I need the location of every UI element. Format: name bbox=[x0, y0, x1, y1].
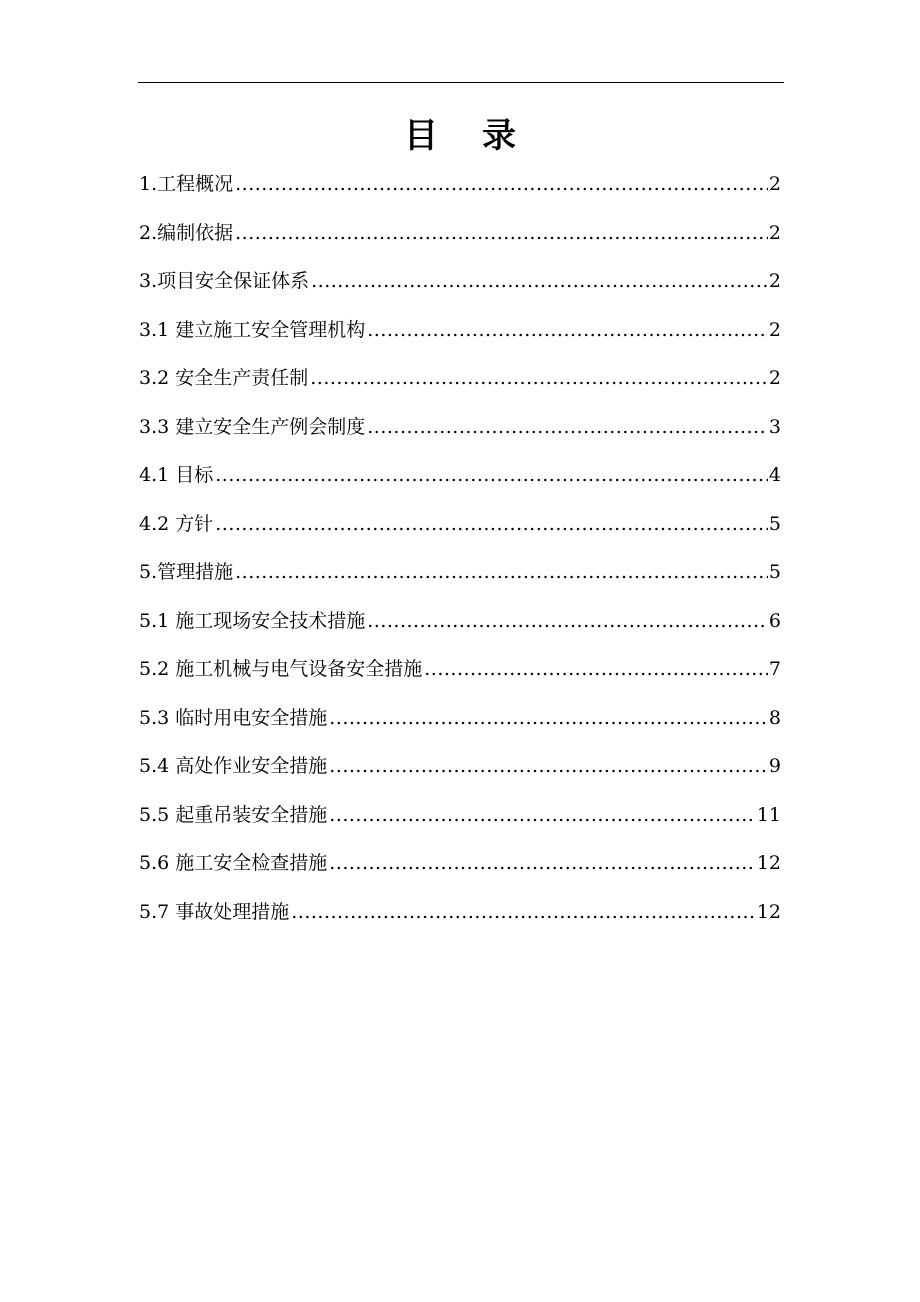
toc-entry-page: 8 bbox=[768, 706, 781, 729]
toc-entry[interactable] bbox=[139, 265, 781, 314]
toc-entry[interactable] bbox=[139, 702, 781, 751]
toc-title-char-2: 录 bbox=[482, 116, 516, 156]
toc-entry-page: 5 bbox=[768, 561, 781, 583]
toc-entry-page: 2 bbox=[768, 318, 781, 341]
toc-dot-leader bbox=[235, 556, 768, 588]
toc-entry[interactable] bbox=[139, 362, 781, 411]
toc-entry[interactable] bbox=[139, 314, 781, 363]
toc-dot-leader bbox=[310, 362, 768, 394]
toc-entry-label: 5.3 临时用电安全措施 bbox=[139, 706, 328, 729]
toc-entry-label: 5.1 施工现场安全技术措施 bbox=[139, 609, 366, 632]
toc-dot-leader bbox=[329, 702, 768, 734]
toc-entry-page: 12 bbox=[756, 900, 781, 923]
toc-entry-label: 3.3 建立安全生产例会制度 bbox=[139, 415, 366, 438]
toc-title bbox=[0, 112, 920, 160]
toc-entry-label: 5.5 起重吊装安全措施 bbox=[139, 803, 328, 826]
toc-entry-page: 6 bbox=[768, 609, 781, 632]
toc-entry-page: 9 bbox=[768, 755, 781, 777]
toc-entry-page: 5 bbox=[768, 512, 781, 535]
toc-dot-leader bbox=[367, 314, 768, 346]
toc-entry-label: 5.6 施工安全检查措施 bbox=[139, 852, 328, 874]
toc-entry-label: 3.1 建立施工安全管理机构 bbox=[139, 318, 366, 341]
toc-entry[interactable] bbox=[139, 556, 781, 605]
toc-dot-leader bbox=[367, 411, 768, 443]
toc-entry[interactable] bbox=[139, 750, 781, 799]
toc-dot-leader bbox=[311, 265, 768, 297]
toc-dot-leader bbox=[367, 605, 768, 637]
toc-entry[interactable] bbox=[139, 168, 781, 217]
toc-entry[interactable] bbox=[139, 411, 781, 460]
toc-entry-page: 2 bbox=[768, 270, 781, 292]
toc-entry[interactable] bbox=[139, 653, 781, 702]
toc-entry-label: 5.7 事故处理措施 bbox=[139, 900, 290, 923]
toc-dot-leader bbox=[424, 653, 768, 685]
toc-entry[interactable] bbox=[139, 896, 781, 945]
toc-entry-page: 2 bbox=[768, 367, 781, 389]
toc-dot-leader bbox=[215, 459, 768, 491]
toc-entry-label: 5.管理措施 bbox=[139, 561, 234, 583]
toc-dot-leader bbox=[215, 508, 768, 540]
toc-title-char-1: 目 bbox=[404, 116, 438, 156]
toc-list bbox=[139, 168, 781, 944]
toc-entry-label: 2.编制依据 bbox=[139, 221, 234, 244]
toc-dot-leader bbox=[329, 799, 756, 831]
header-rule bbox=[138, 82, 784, 83]
toc-entry[interactable] bbox=[139, 508, 781, 557]
toc-entry-label: 4.1 目标 bbox=[139, 464, 214, 486]
toc-entry-label: 5.4 高处作业安全措施 bbox=[139, 755, 328, 777]
toc-entry-page: 4 bbox=[768, 464, 781, 486]
toc-entry-label: 3.2 安全生产责任制 bbox=[139, 367, 309, 389]
toc-entry-page: 12 bbox=[756, 852, 781, 874]
toc-entry-page: 11 bbox=[756, 803, 781, 826]
toc-entry-label: 1.工程概况 bbox=[139, 173, 234, 195]
toc-dot-leader bbox=[329, 847, 756, 879]
toc-entry-page: 3 bbox=[768, 415, 781, 438]
toc-entry[interactable] bbox=[139, 459, 781, 508]
toc-entry[interactable] bbox=[139, 605, 781, 654]
toc-entry[interactable] bbox=[139, 847, 781, 896]
toc-entry-page: 2 bbox=[768, 173, 781, 195]
toc-dot-leader bbox=[235, 168, 768, 200]
toc-dot-leader bbox=[329, 750, 768, 782]
toc-entry-page: 7 bbox=[768, 658, 781, 680]
toc-dot-leader bbox=[291, 896, 756, 928]
toc-entry[interactable] bbox=[139, 799, 781, 848]
toc-dot-leader bbox=[235, 217, 768, 249]
toc-entry-label: 3.项目安全保证体系 bbox=[139, 270, 310, 292]
toc-entry-page: 2 bbox=[768, 221, 781, 244]
toc-entry-label: 4.2 方针 bbox=[139, 512, 214, 535]
toc-entry-label: 5.2 施工机械与电气设备安全措施 bbox=[139, 658, 423, 680]
toc-entry[interactable] bbox=[139, 217, 781, 266]
